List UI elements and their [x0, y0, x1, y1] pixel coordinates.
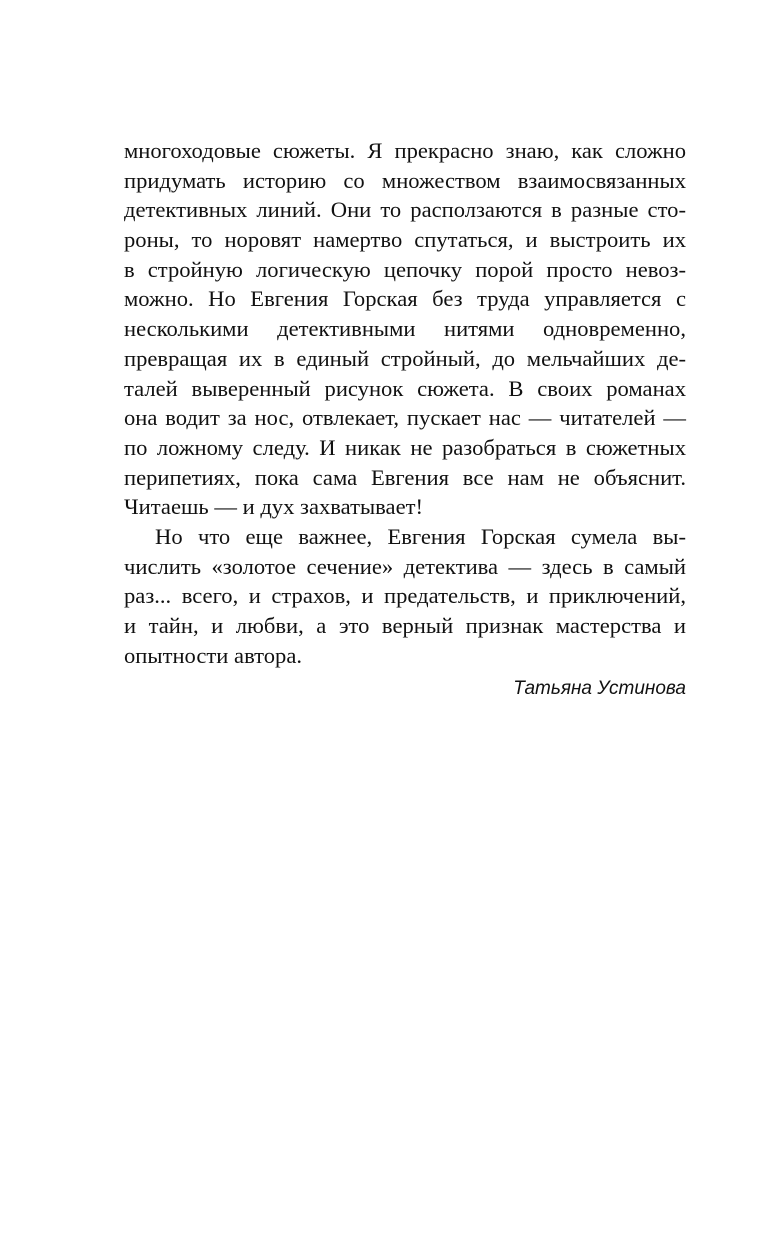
text-line: она водит за нос, отвлекает, пускает нас — читателей — — [124, 405, 686, 431]
text-line: и тайн, и любви, а это верный признак мастерства и — [124, 613, 686, 638]
text-line: придумать историю со множеством взаимосвязанных — [124, 167, 686, 193]
paragraph — [124, 136, 686, 522]
text-line: талей выверенный рисунок сюжета. В своих романах — [124, 375, 686, 401]
text-line: детективных линий. Они то расползаются в разные сто- — [124, 197, 686, 223]
body-text — [124, 136, 686, 670]
text-line: опытности автора. — [124, 642, 303, 668]
text-line: числить «золотое сечение» детектива — здесь в самый — [124, 553, 686, 579]
text-line: Читаешь — и дух захватывает! — [124, 494, 423, 520]
text-line: можно. Но Евгения Горская без труда управляется с — [124, 286, 686, 312]
text-line: несколькими детективными нитями одновременно, — [124, 316, 686, 342]
paragraph — [124, 522, 686, 670]
text-line: Но что еще важнее, Евгения Горская сумела вы- — [155, 523, 686, 549]
text-line: роны, то норовят намертво спутаться, и выстроить их — [124, 227, 686, 253]
text-line: превращая их в единый стройный, до мельчайших де- — [124, 345, 686, 371]
text-line: в стройную логическую цепочку порой просто невоз- — [124, 256, 686, 282]
author-signature: Татьяна Устинова — [513, 678, 686, 699]
text-line: раз... всего, и страхов, и предательств, и приключений, — [124, 583, 686, 609]
text-line: перипетиях, пока сама Евгения все нам не объяснит. — [124, 464, 686, 490]
text-line: многоходовые сюжеты. Я прекрасно знаю, как сложно — [124, 138, 686, 163]
text-line: по ложному следу. И никак не разобраться в сюжетных — [124, 434, 686, 460]
